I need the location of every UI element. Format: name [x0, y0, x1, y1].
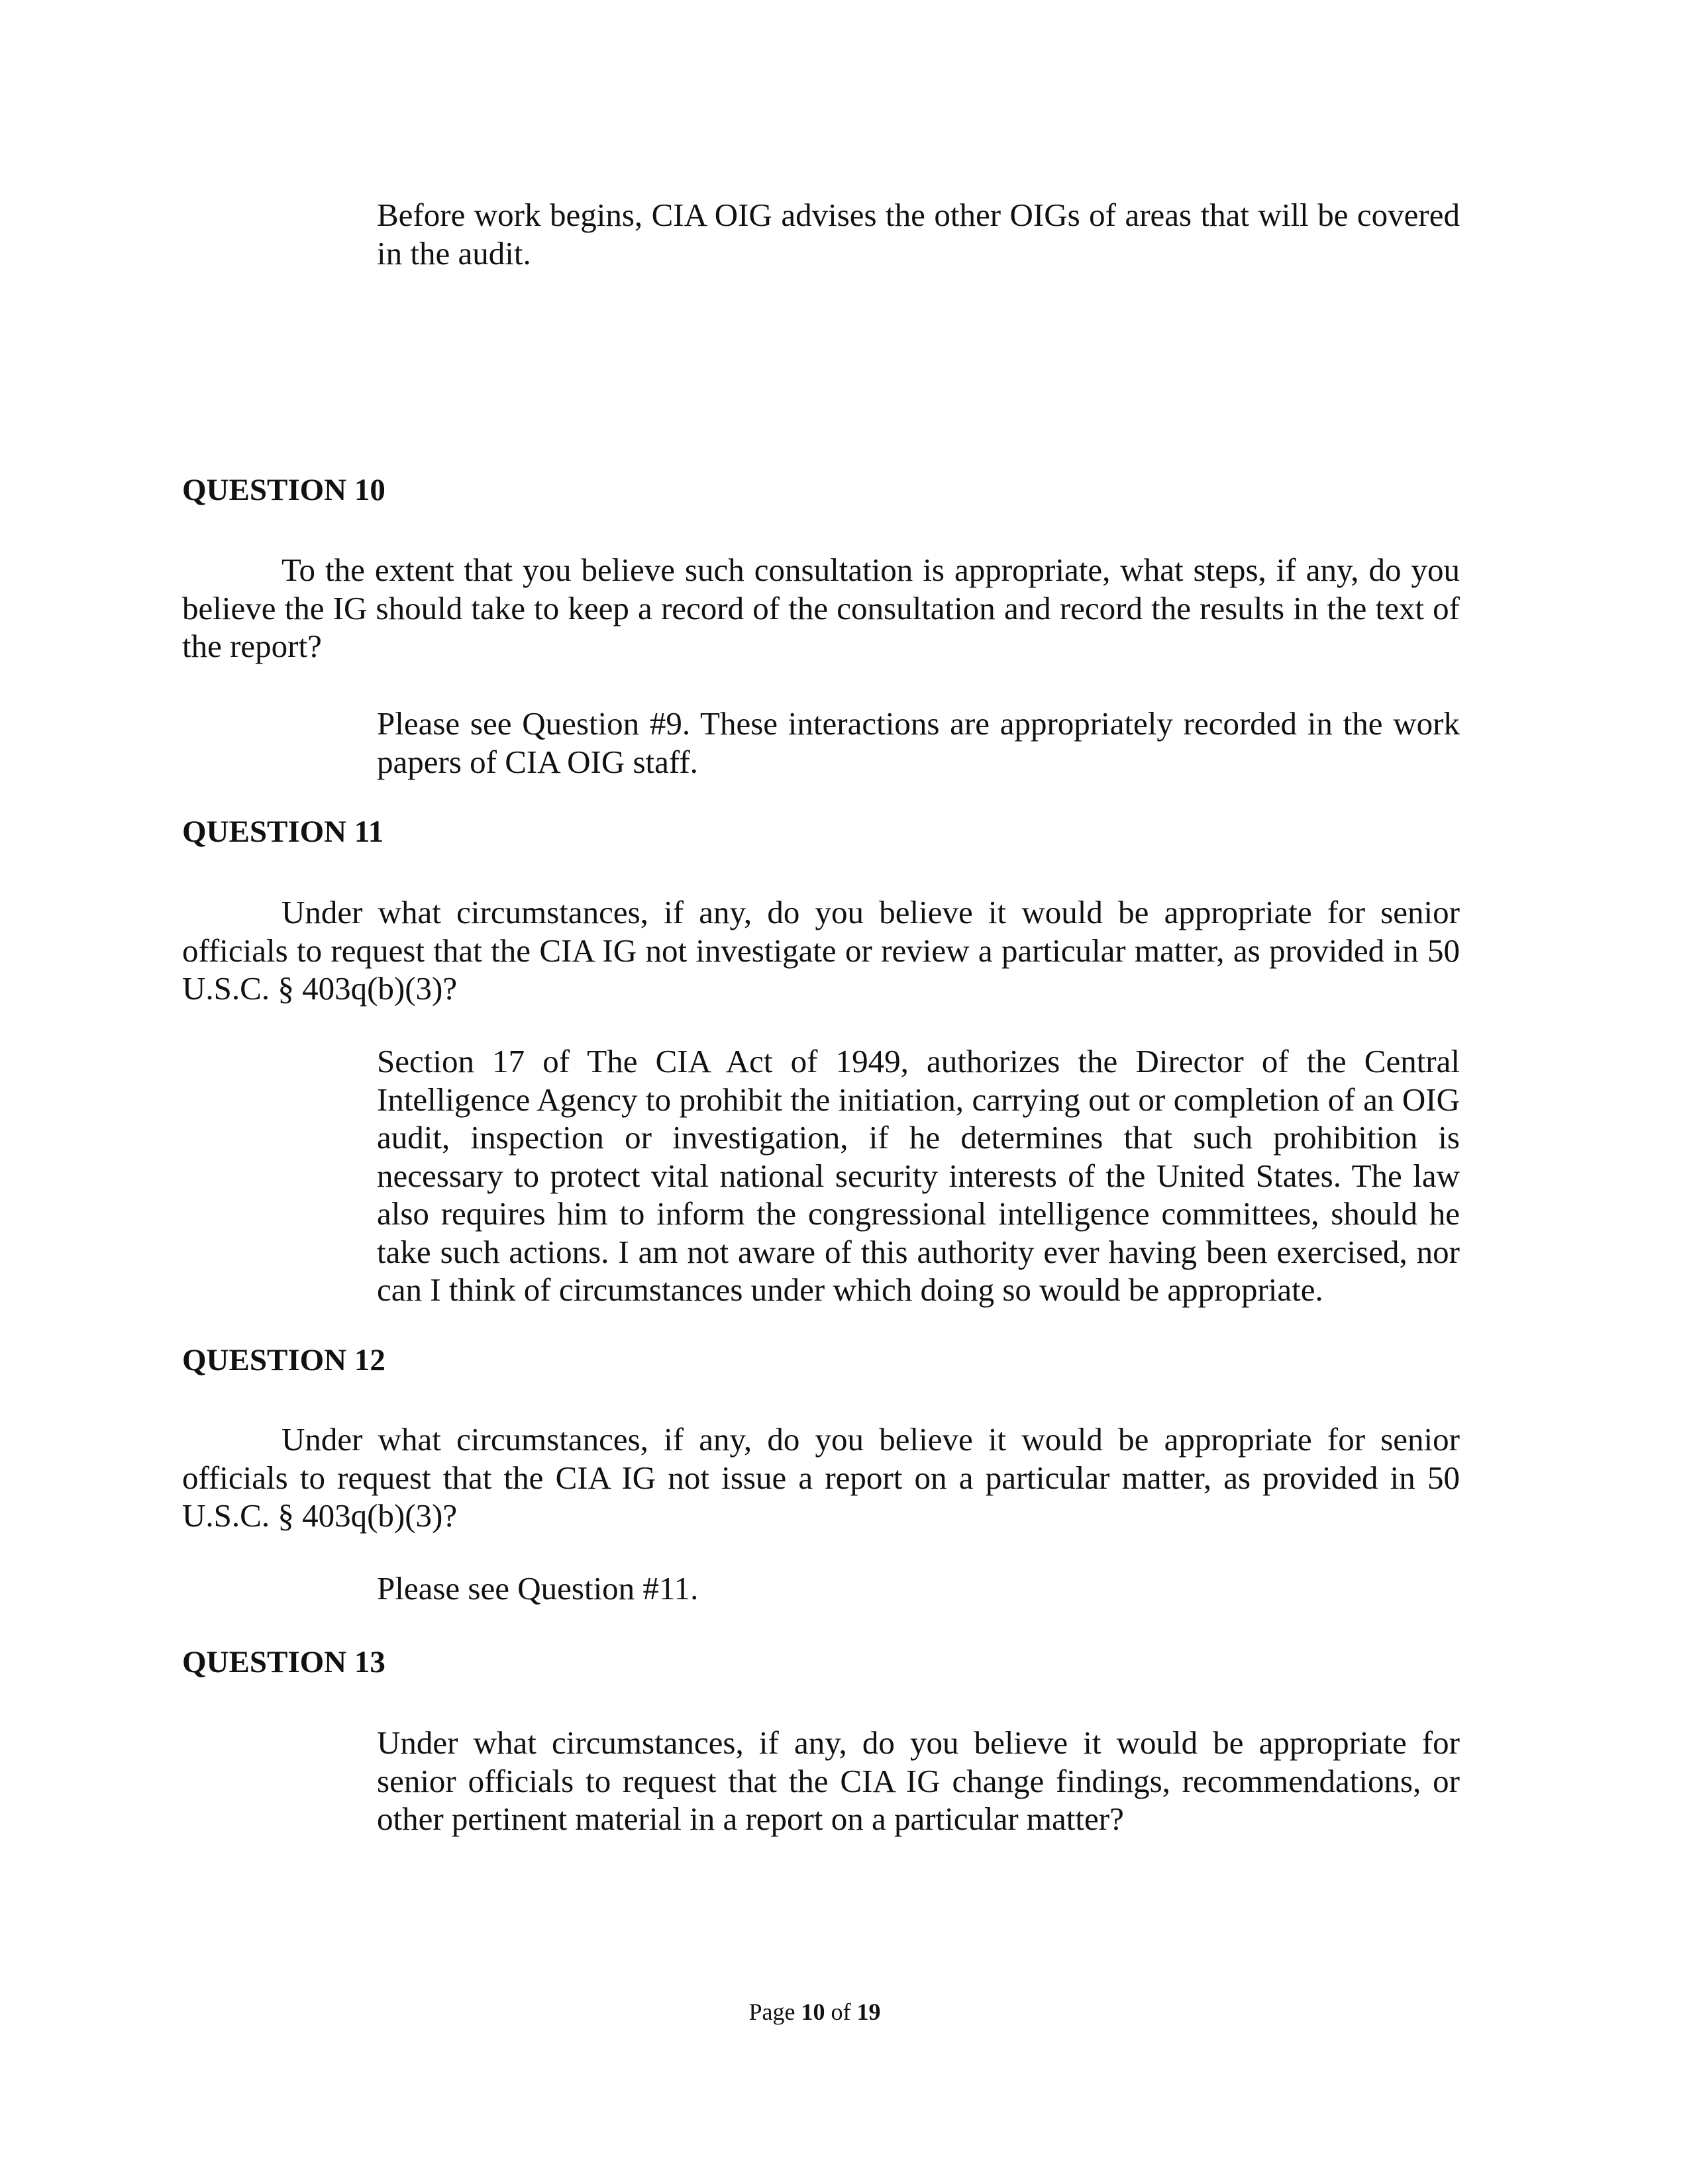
question-10-text	[182, 551, 1460, 666]
question-11-text	[182, 893, 1460, 1008]
question-12-heading: QUESTION 12	[182, 1343, 385, 1377]
question-10-body: To the extent that you believe such consultation is appropriate, what steps, if any, do you believe the IG should take to keep a record of the consultation and record the results in the text of the report?	[182, 552, 1460, 664]
question-12-answer: Please see Question #11.	[377, 1570, 699, 1607]
question-10-answer: Please see Question #9. These interactions are appropriately recorded in the work papers of CIA OIG staff.	[377, 705, 1460, 780]
current-page: 10	[801, 1999, 825, 2025]
question-11-body: Under what circumstances, if any, do you believe it would be appropriate for senior officials to request that the CIA IG not investigate or review a particular matter, as provided in 50 U.S.C. § 403q(b)(3)?	[182, 894, 1460, 1007]
total-pages: 19	[856, 1999, 881, 2025]
question-12-text	[182, 1420, 1460, 1535]
page-label: Page	[748, 1999, 795, 2025]
question-11-answer: Section 17 of The CIA Act of 1949, authorizes the Director of the Central Intelligence Agency to prohibit the initiation, carrying out or completion of an OIG audit, inspection or investigation, if he determines that such prohibition is necessary to protect vital national security interests of the United States. The law also requires him to inform the congressional intelligence committees, should he take such actions. I am not aware of this authority ever having been exercised, nor can I think of circumstances under which doing so would be appropriate.	[377, 1043, 1460, 1308]
question-11-heading: QUESTION 11	[182, 815, 384, 849]
question-13-heading: QUESTION 13	[182, 1645, 385, 1679]
of-label: of	[831, 1999, 851, 2025]
question-10-heading: QUESTION 10	[182, 473, 385, 507]
question-13-text: Under what circumstances, if any, do you believe it would be appropriate for senior officials to request that the CIA IG change findings, recommendations, or other pertinent material in a report on a particular matter?	[377, 1724, 1460, 1837]
intro-answer: Before work begins, CIA OIG advises the other OIGs of areas that will be covered in the audit.	[377, 197, 1460, 272]
page-number	[0, 1993, 1629, 2032]
question-12-body: Under what circumstances, if any, do you believe it would be appropriate for senior officials to request that the CIA IG not issue a report on a particular matter, as provided in 50 U.S.C. § 403q(b)(3)?	[182, 1421, 1460, 1534]
